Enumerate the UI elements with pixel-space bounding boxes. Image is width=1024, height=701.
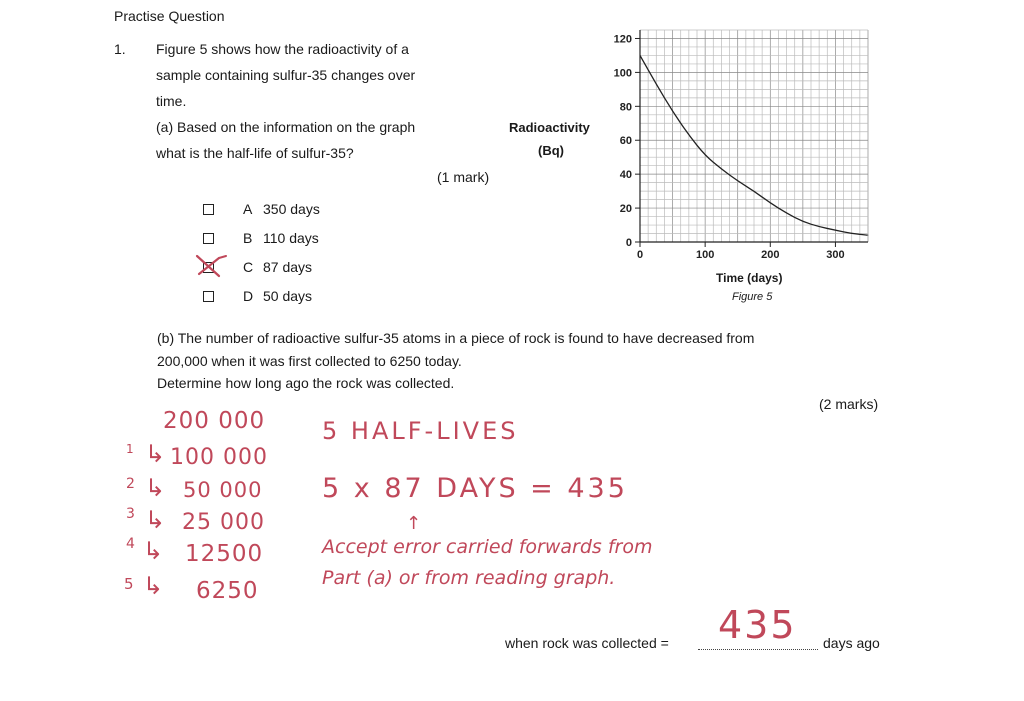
part-a-marks: (1 mark) (437, 169, 490, 185)
y-tick-label: 120 (613, 33, 632, 46)
halving-value: 100 000 (170, 445, 268, 470)
part-a-line: what is the half-life of sulfur-35? (156, 145, 354, 161)
chart-xlabel: Time (days) (716, 271, 783, 285)
halving-step: 4 (126, 536, 136, 552)
part-a-line: (a) Based on the information on the graph (156, 119, 416, 135)
x-tick-label: 0 (636, 249, 644, 260)
halving-value: 25 000 (182, 510, 265, 535)
option-a-text: 350 days (263, 201, 320, 217)
option-d-text: 50 days (263, 288, 313, 304)
option-c-text: 87 days (263, 259, 313, 275)
y-tick-label: 100 (613, 67, 632, 80)
option-a-letter: A (243, 201, 253, 217)
y-tick-label: 60 (619, 135, 632, 148)
halving-step: 1 (126, 442, 135, 456)
handwritten-calculation: 5 x 87 DAYS = 435 (322, 473, 628, 504)
marker-note: Part (a) or from reading graph. (322, 567, 616, 589)
y-tick-label: 0 (625, 237, 632, 249)
y-tick-label: 80 (619, 101, 632, 114)
y-tick-label: 40 (619, 169, 632, 182)
chart-ylabel-unit: (Bq) (538, 143, 564, 158)
x-tick-label: 100 (695, 249, 715, 260)
marker-note: Accept error carried forwards from (322, 536, 653, 558)
halving-arrow-icon: ↳ (145, 474, 167, 502)
chart-ylabel: Radioactivity (509, 120, 590, 135)
intro-line: time. (156, 93, 187, 109)
option-d-checkbox[interactable] (203, 291, 214, 302)
radioactivity-chart (600, 20, 890, 260)
page-title: Practise Question (114, 8, 225, 24)
answer-prefix: when rock was collected = (505, 635, 669, 651)
halving-value: 12500 (185, 541, 264, 567)
chart-caption: Figure 5 (732, 291, 773, 303)
option-b-text: 110 days (263, 230, 319, 246)
x-tick-label: 200 (761, 249, 780, 260)
answer-value: 435 (718, 603, 797, 647)
halving-arrow-icon: ↳ (145, 440, 167, 468)
answer-suffix: days ago (823, 635, 880, 651)
part-b-line: Determine how long ago the rock was collected. (157, 375, 455, 391)
halving-value: 50 000 (183, 478, 263, 502)
halving-value: 200 000 (163, 408, 266, 434)
halving-step: 5 (124, 575, 135, 593)
option-c-letter: C (243, 259, 254, 275)
halving-step: 3 (126, 506, 136, 522)
cross-mark-icon (193, 252, 229, 280)
part-b-line: 200,000 when it was first collected to 6250 today. (157, 353, 462, 369)
intro-line: Figure 5 shows how the radioactivity of a (156, 41, 409, 57)
halving-arrow-icon: ↳ (143, 572, 165, 600)
question-number: 1. (114, 41, 126, 57)
halving-value: 6250 (196, 578, 259, 604)
caret-arrow-icon: ↑ (406, 513, 423, 534)
part-b-line: (b) The number of radioactive sulfur-35 atoms in a piece of rock is found to have decreased from (157, 330, 755, 346)
option-d-letter: D (243, 288, 254, 304)
y-tick-label: 20 (619, 203, 632, 216)
option-b-checkbox[interactable] (203, 233, 214, 244)
halving-arrow-icon: ↳ (145, 506, 167, 534)
halving-arrow-icon: ↳ (143, 537, 165, 565)
handwritten-half-lives: 5 HALF-LIVES (322, 417, 519, 445)
option-b-letter: B (243, 230, 253, 246)
option-a-checkbox[interactable] (203, 204, 214, 215)
halving-step: 2 (126, 476, 136, 492)
x-tick-label: 300 (826, 249, 845, 260)
intro-line: sample containing sulfur-35 changes over (156, 67, 416, 83)
part-b-marks: (2 marks) (819, 396, 879, 412)
